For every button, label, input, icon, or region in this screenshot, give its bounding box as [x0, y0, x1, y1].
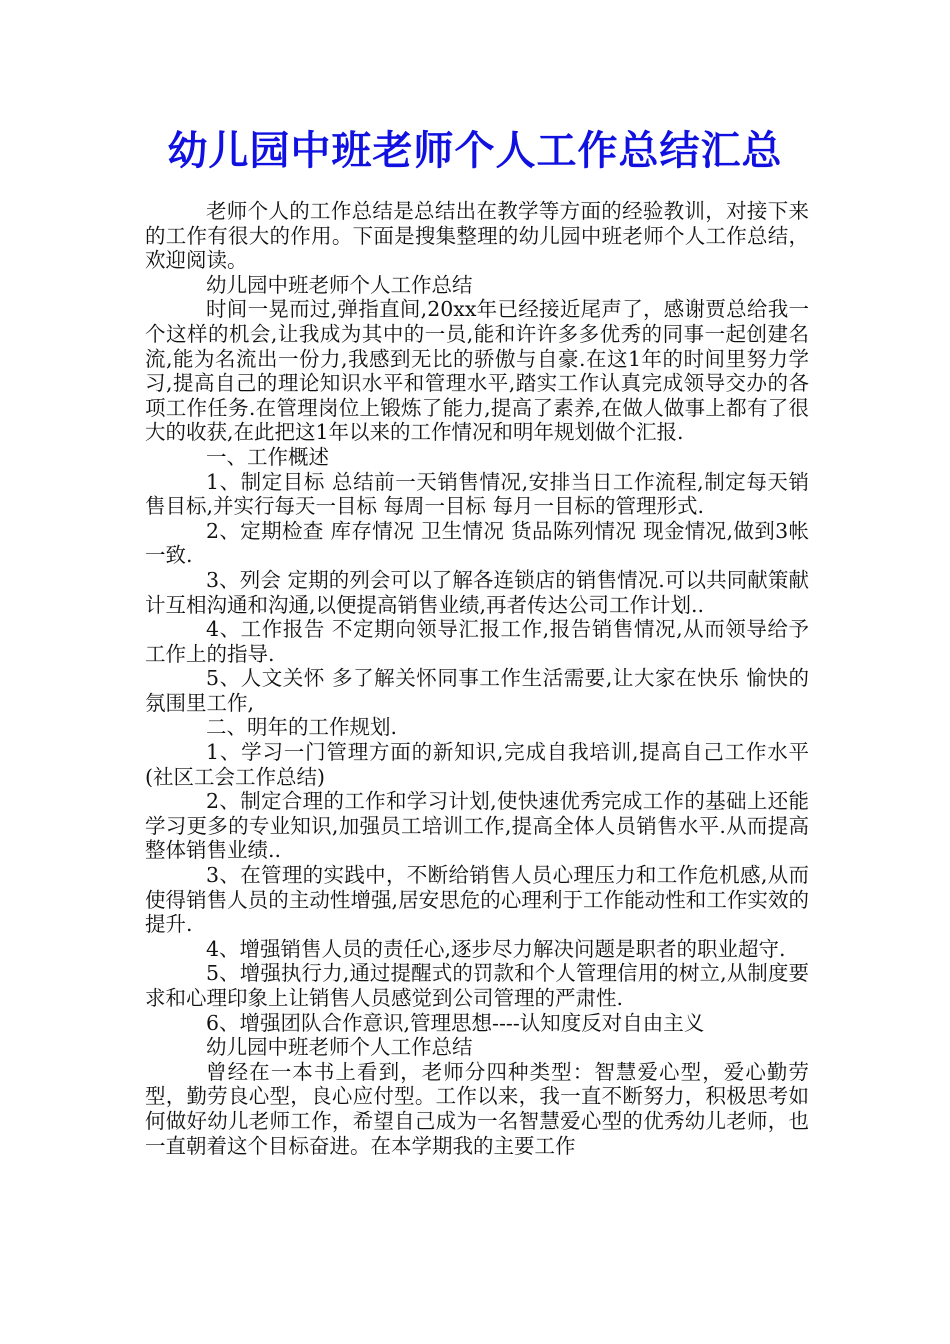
section-heading: 二、明年的工作规划. — [206, 715, 398, 740]
section-heading: 幼儿园中班老师个人工作总结 — [206, 1035, 473, 1060]
list-item: 3、在管理的实践中，不断给销售人员心理压力和工作危机感,从而使得销售人员的主动性增强,居安思危的心理利于工作能动性和工作实效的提升. — [145, 863, 809, 937]
list-item: 4、增强销售人员的责任心,逐步尽力解决问题是职者的职业超守. — [206, 936, 786, 961]
intro-paragraph: 老师个人的工作总结是总结出在教学等方面的经验教训，对接下来的工作有很大的作用。下面是搜集整理的幼儿园中班老师个人工作总结，欢迎阅读。 — [145, 199, 809, 273]
list-item: 1、制定目标 总结前一天销售情况,安排当日工作流程,制定每天销售目标,并实行每天一目标 每周一目标 每月一目标的管理形式. — [145, 469, 809, 519]
list-item: 2、制定合理的工作和学习计划,使快速优秀完成工作的基础上还能学习更多的专业知识,加强员工培训工作,提高全体人员销售水平.从而提高整体销售业绩.. — [145, 789, 809, 863]
body-paragraph: 时间一晃而过,弹指直间,20xx年已经接近尾声了，感谢贾总给我一个这样的机会,让我成为其中的一员,能和许许多多优秀的同事一起创建名流,能为名流出一份力,我感到无比的骄傲与自豪.在这1年的时间里努力学习,提高自己的理论知识水平和管理水平,踏实工作认真完成领导交办的各项工作任务.在管理岗位上锻炼了能力,提高了素养,在做人做事上都有了很大的收获,在此把这1年以来的工作情况和明年规划做个汇报. — [145, 297, 809, 445]
list-item: 1、学习一门管理方面的新知识,完成自我培训,提高自己工作水平(社区工会工作总结) — [145, 740, 809, 789]
document-title: 幼儿园中班老师个人工作总结汇总 — [167, 128, 783, 174]
section-heading: 一、工作概述 — [206, 444, 329, 469]
list-item: 6、增强团队合作意识,管理思想----认知度反对自由主义 — [206, 1010, 705, 1035]
section-heading: 幼儿园中班老师个人工作总结 — [206, 272, 473, 297]
list-item: 3、列会 定期的列会可以了解各连锁店的销售情况.可以共同献策献计互相沟通和沟通,以便提高销售业绩,再者传达公司工作计划.. — [145, 567, 809, 617]
list-item: 2、定期检查 库存情况 卫生情况 货品陈列情况 现金情况,做到3帐一致. — [145, 518, 809, 568]
document-body — [145, 199, 809, 1158]
list-item: 4、工作报告 不定期向领导汇报工作,报告销售情况,从而领导给予工作上的指导. — [145, 617, 809, 666]
list-item: 5、增强执行力,通过提醒式的罚款和个人管理信用的树立,从制度要求和心理印象上让销售人员感觉到公司管理的严肃性. — [145, 961, 809, 1010]
body-paragraph: 曾经在一本书上看到，老师分四种类型：智慧爱心型，爱心勤劳型，勤劳良心型，良心应付型。工作以来，我一直不断努力，积极思考如何做好幼儿老师工作，希望自己成为一名智慧爱心型的优秀幼儿老师，也一直朝着这个目标奋进。在本学期我的主要工作 — [145, 1059, 809, 1158]
list-item: 5、人文关怀 多了解关怀同事工作生活需要,让大家在快乐 愉快的氛围里工作, — [145, 666, 809, 715]
